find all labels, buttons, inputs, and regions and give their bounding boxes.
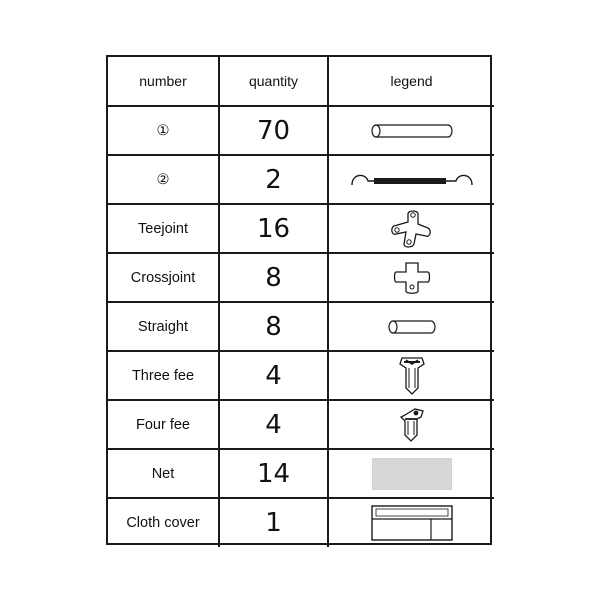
table-row [108, 400, 494, 449]
part-quantity: 8 [219, 253, 328, 302]
table-header-row [108, 57, 494, 106]
part-quantity: 4 [219, 351, 328, 400]
table-row [108, 253, 494, 302]
table-row [108, 106, 494, 155]
part-quantity: 14 [219, 449, 328, 498]
part-name: Net [108, 449, 219, 498]
part-quantity: 70 [219, 106, 328, 155]
table-row [108, 498, 494, 547]
cloth-cover-icon [371, 505, 453, 541]
part-name: Teejoint [108, 204, 219, 253]
part-legend [328, 400, 494, 449]
part-legend [328, 253, 494, 302]
part-quantity: 4 [219, 400, 328, 449]
part-legend [328, 351, 494, 400]
table-row [108, 204, 494, 253]
spring-hook-icon [350, 169, 474, 191]
part-name: Straight [108, 302, 219, 351]
part-quantity: 8 [219, 302, 328, 351]
table-row [108, 302, 494, 351]
header-quantity: quantity [219, 57, 328, 106]
table-row [108, 155, 494, 204]
part-legend [328, 106, 494, 155]
part-name: Crossjoint [108, 253, 219, 302]
part-name: Four fee [108, 400, 219, 449]
three-way-foot-icon [396, 354, 428, 398]
part-legend [328, 449, 494, 498]
parts-table [108, 57, 494, 547]
part-name: Cloth cover [108, 498, 219, 547]
table-row [108, 449, 494, 498]
header-legend: legend [328, 57, 494, 106]
part-legend [328, 302, 494, 351]
header-number: number [108, 57, 219, 106]
straight-connector-icon [387, 317, 437, 337]
part-name: ① [108, 106, 219, 155]
part-quantity: 16 [219, 204, 328, 253]
tee-joint-icon [388, 208, 436, 250]
part-legend [328, 204, 494, 253]
part-quantity: 2 [219, 155, 328, 204]
tube-icon [370, 122, 454, 140]
four-way-foot-icon [397, 405, 427, 445]
part-name: Three fee [108, 351, 219, 400]
part-legend [328, 498, 494, 547]
parts-list-sheet [106, 55, 492, 545]
cross-joint-icon [392, 260, 432, 296]
part-legend [328, 155, 494, 204]
part-quantity: 1 [219, 498, 328, 547]
part-name: ② [108, 155, 219, 204]
table-row [108, 351, 494, 400]
net-swatch-icon [372, 458, 452, 490]
